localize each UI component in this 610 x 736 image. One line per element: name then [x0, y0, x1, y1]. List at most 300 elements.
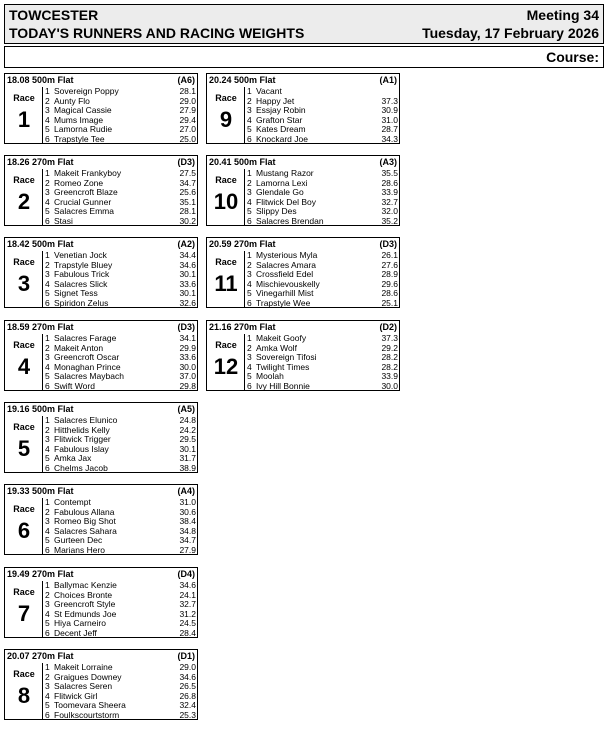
runner-name: Crucial Gunner [54, 196, 112, 207]
runner-weight: 26.5 [179, 681, 196, 692]
trap-number: 2 [247, 342, 252, 353]
runner-name: Signet Tess [54, 288, 98, 299]
runner-row [43, 629, 198, 639]
runner-name: Ballymac Kenzie [54, 580, 117, 590]
trap-number: 2 [45, 589, 50, 600]
runner-name: Mysterious Myla [256, 250, 318, 260]
runner-name: Decent Jeff [54, 627, 97, 638]
trap-number: 1 [45, 86, 50, 96]
runner-weight: 28.6 [381, 288, 398, 299]
runner-weight: 29.2 [381, 342, 398, 353]
trap-number: 3 [247, 105, 252, 116]
race-number: 6 [17, 518, 31, 543]
trap-number: 1 [247, 250, 252, 260]
runner-row [43, 382, 198, 392]
trap-number: 2 [45, 506, 50, 517]
trap-number: 4 [247, 196, 252, 207]
runner-weight: 29.0 [179, 95, 196, 106]
runner-weight: 34.4 [179, 250, 196, 260]
runner-name: Graigues Downey [54, 671, 122, 682]
trap-number: 1 [45, 415, 50, 425]
race-time-distance: 20.07 270m Flat [7, 651, 74, 661]
runner-name: Crossfield Edel [256, 269, 314, 280]
runner-name: Salacres Elunico [54, 415, 118, 425]
race-time-distance: 18.08 500m Flat [7, 75, 74, 85]
runner-weight: 34.7 [179, 535, 196, 546]
runner-weight: 24.5 [179, 618, 196, 629]
runner-weight: 38.4 [179, 516, 196, 527]
runner-name: Hiya Carneiro [54, 618, 106, 629]
race-label: Race [13, 422, 35, 432]
race-grade: (D2) [379, 322, 397, 332]
runner-name: Lamorna Lexi [256, 177, 308, 188]
runner-weight: 28.9 [381, 269, 398, 280]
runner-weight: 28.4 [179, 627, 196, 638]
runner-list [244, 334, 400, 390]
trap-number: 2 [45, 671, 50, 682]
race-grade: (A1) [379, 75, 397, 85]
runner-row [245, 299, 400, 309]
trap-number: 3 [45, 352, 50, 363]
trap-number: 1 [247, 86, 252, 96]
course-bar [4, 46, 604, 68]
race-header [5, 403, 197, 415]
runner-name: Kates Dream [256, 124, 306, 135]
runner-weight: 24.2 [179, 424, 196, 435]
runner-row [43, 135, 198, 145]
runner-name: Happy Jet [256, 95, 295, 106]
race-label: Race [13, 257, 35, 267]
runner-weight: 27.6 [381, 259, 398, 270]
runner-name: Vacant [256, 86, 282, 96]
race-label: Race [215, 175, 237, 185]
runner-name: Essjay Robin [256, 105, 306, 116]
race-time-distance: 18.59 270m Flat [7, 322, 74, 332]
runner-name: Chelms Jacob [54, 462, 108, 473]
trap-number: 3 [45, 681, 50, 692]
race-header [207, 321, 399, 333]
trap-number: 3 [247, 352, 252, 363]
runner-weight: 32.7 [381, 196, 398, 207]
document-subtitle: TODAY'S RUNNERS AND RACING WEIGHTS [9, 25, 305, 41]
runner-row [43, 464, 198, 474]
trap-number: 4 [247, 278, 252, 289]
race-grade: (D3) [379, 239, 397, 249]
race-number: 9 [219, 107, 233, 132]
runner-weight: 24.8 [179, 415, 196, 425]
race-label: Race [13, 340, 35, 350]
runner-name: Twilight Times [256, 361, 310, 372]
runner-weight: 38.9 [179, 462, 196, 473]
race-header [5, 238, 197, 250]
trap-number: 1 [45, 168, 50, 178]
trap-number: 5 [247, 371, 252, 382]
race-time-distance: 18.42 500m Flat [7, 239, 74, 249]
runner-weight: 31.7 [179, 453, 196, 464]
race-header [5, 485, 197, 497]
race-time-distance: 21.16 270m Flat [209, 322, 276, 332]
runner-list [42, 663, 198, 719]
race-number: 1 [17, 107, 31, 132]
runner-list [42, 251, 198, 307]
race-card [206, 73, 400, 144]
trap-number: 1 [45, 662, 50, 672]
runner-name: Ivy Hill Bonnie [256, 380, 310, 391]
runner-weight: 29.5 [179, 434, 196, 445]
trap-number: 6 [247, 215, 252, 226]
trap-number: 4 [45, 196, 50, 207]
runner-weight: 28.6 [381, 177, 398, 188]
trap-number: 4 [45, 608, 50, 619]
race-card [4, 73, 198, 144]
trap-number: 3 [45, 187, 50, 198]
trap-number: 1 [247, 333, 252, 343]
runner-weight: 33.9 [381, 371, 398, 382]
trap-number: 6 [247, 297, 252, 308]
track-title: TOWCESTER [9, 7, 99, 23]
runner-weight: 29.8 [179, 380, 196, 391]
runner-weight: 30.9 [381, 105, 398, 116]
runner-list [42, 581, 198, 637]
runner-weight: 37.0 [179, 371, 196, 382]
runner-name: Amka Wolf [256, 342, 297, 353]
race-label: Race [215, 93, 237, 103]
runner-weight: 25.3 [179, 709, 196, 720]
race-number-panel [7, 87, 41, 141]
runner-list [42, 498, 198, 554]
trap-number: 5 [45, 700, 50, 711]
race-card [4, 402, 198, 473]
trap-number: 6 [247, 380, 252, 391]
runner-weight: 32.6 [179, 297, 196, 308]
race-card [4, 567, 198, 638]
race-grade: (A3) [379, 157, 397, 167]
race-number-panel [7, 416, 41, 470]
race-grade: (D4) [177, 569, 195, 579]
runner-name: Salacres Amara [256, 259, 316, 270]
runner-weight: 35.1 [179, 196, 196, 207]
runner-weight: 25.6 [179, 187, 196, 198]
runner-name: Mustang Razor [256, 168, 314, 178]
runner-weight: 31.0 [381, 114, 398, 125]
runner-name: Amka Jax [54, 453, 92, 464]
trap-number: 5 [45, 453, 50, 464]
trap-number: 3 [45, 434, 50, 445]
runner-weight: 35.2 [381, 215, 398, 226]
trap-number: 6 [45, 380, 50, 391]
race-header [207, 156, 399, 168]
race-card [206, 155, 400, 226]
race-label: Race [13, 504, 35, 514]
runner-row [43, 711, 198, 721]
trap-number: 5 [45, 288, 50, 299]
runner-name: Flitwick Del Boy [256, 196, 316, 207]
runner-name: Vinegarhill Mist [256, 288, 314, 299]
runner-name: Spiridon Zelus [54, 297, 109, 308]
runner-name: Salacres Farage [54, 333, 117, 343]
runner-name: Salacres Slick [54, 278, 108, 289]
runner-name: Makeit Goofy [256, 333, 307, 343]
trap-number: 5 [247, 288, 252, 299]
meeting-number: Meeting 34 [526, 7, 599, 23]
runner-weight: 34.3 [381, 133, 398, 144]
race-number-panel [209, 87, 243, 141]
trap-number: 1 [247, 168, 252, 178]
race-number: 12 [213, 354, 239, 379]
runner-weight: 28.2 [381, 361, 398, 372]
trap-number: 6 [45, 297, 50, 308]
runner-weight: 27.5 [179, 168, 196, 178]
race-time-distance: 20.24 500m Flat [209, 75, 276, 85]
race-card [4, 320, 198, 391]
trap-number: 5 [247, 206, 252, 217]
runner-weight: 34.6 [179, 580, 196, 590]
runner-weight: 30.2 [179, 215, 196, 226]
race-header [207, 74, 399, 86]
runner-name: Knockard Joe [256, 133, 308, 144]
runner-list [244, 87, 400, 143]
trap-number: 5 [247, 124, 252, 135]
runner-name: Foulkscourtstorm [54, 709, 120, 720]
trap-number: 2 [45, 95, 50, 106]
trap-number: 5 [45, 618, 50, 629]
race-grade: (D3) [177, 322, 195, 332]
race-time-distance: 19.33 500m Flat [7, 486, 74, 496]
trap-number: 2 [45, 177, 50, 188]
runner-name: Romeo Zone [54, 177, 104, 188]
runner-name: Flitwick Trigger [54, 434, 111, 445]
trap-number: 1 [45, 580, 50, 590]
runner-name: St Edmunds Joe [54, 608, 117, 619]
trap-number: 1 [45, 250, 50, 260]
runner-weight: 27.9 [179, 544, 196, 555]
runner-weight: 33.6 [179, 278, 196, 289]
race-grade: (A5) [177, 404, 195, 414]
runner-weight: 33.9 [381, 187, 398, 198]
runner-list [42, 87, 198, 143]
runner-name: Hitthelids Kelly [54, 424, 110, 435]
trap-number: 2 [247, 95, 252, 106]
race-card [4, 155, 198, 226]
race-grade: (D3) [177, 157, 195, 167]
race-grade: (A2) [177, 239, 195, 249]
runner-weight: 33.6 [179, 352, 196, 363]
runner-weight: 29.9 [179, 342, 196, 353]
race-number: 10 [213, 189, 239, 214]
runner-weight: 34.7 [179, 177, 196, 188]
runner-name: Makeit Frankyboy [54, 168, 122, 178]
runner-name: Stasi [54, 215, 73, 226]
trap-number: 3 [45, 269, 50, 280]
trap-number: 4 [45, 361, 50, 372]
runner-row [245, 217, 400, 227]
race-header [5, 321, 197, 333]
trap-number: 3 [247, 187, 252, 198]
race-header [5, 156, 197, 168]
race-number-panel [7, 251, 41, 305]
runner-weight: 32.4 [179, 700, 196, 711]
trap-number: 6 [45, 215, 50, 226]
trap-number: 2 [45, 342, 50, 353]
race-label: Race [13, 93, 35, 103]
runner-name: Greencroft Style [54, 599, 116, 610]
race-number-panel [7, 334, 41, 388]
trap-number: 6 [45, 709, 50, 720]
race-label: Race [13, 669, 35, 679]
trap-number: 6 [45, 462, 50, 473]
runner-weight: 28.2 [381, 352, 398, 363]
runner-name: Choices Bronte [54, 589, 113, 600]
race-time-distance: 20.41 500m Flat [209, 157, 276, 167]
race-header [5, 650, 197, 662]
runner-weight: 34.8 [179, 525, 196, 536]
race-header [5, 568, 197, 580]
runner-name: Moolah [256, 371, 284, 382]
runner-name: Fabulous Trick [54, 269, 110, 280]
runner-weight: 28.1 [179, 206, 196, 217]
runner-name: Aunty Flo [54, 95, 90, 106]
runner-weight: 25.1 [381, 297, 398, 308]
runner-name: Trapstyle Tee [54, 133, 105, 144]
runner-weight: 29.6 [381, 278, 398, 289]
runner-name: Monaghan Prince [54, 361, 121, 372]
race-card [206, 237, 400, 308]
runner-name: Trapstyle Bluey [54, 259, 113, 270]
race-header [5, 74, 197, 86]
race-time-distance: 20.59 270m Flat [209, 239, 276, 249]
runner-weight: 30.1 [179, 288, 196, 299]
trap-number: 5 [45, 124, 50, 135]
runner-weight: 30.1 [179, 269, 196, 280]
runner-list [42, 416, 198, 472]
runner-name: Magical Cassie [54, 105, 112, 116]
runner-weight: 30.0 [381, 380, 398, 391]
race-time-distance: 19.49 270m Flat [7, 569, 74, 579]
runner-name: Contempt [54, 497, 91, 507]
trap-number: 6 [45, 627, 50, 638]
header-banner [4, 4, 604, 44]
race-time-distance: 18.26 270m Flat [7, 157, 74, 167]
race-card [4, 649, 198, 720]
trap-number: 5 [45, 206, 50, 217]
runner-name: Flitwick Girl [54, 690, 98, 701]
course-label: Course: [546, 49, 599, 65]
runner-row [245, 135, 400, 145]
runner-weight: 34.6 [179, 671, 196, 682]
runner-weight: 37.3 [381, 333, 398, 343]
runner-weight: 34.1 [179, 333, 196, 343]
trap-number: 5 [45, 535, 50, 546]
runner-name: Sovereign Poppy [54, 86, 119, 96]
runner-weight: 26.8 [179, 690, 196, 701]
race-number-panel [7, 663, 41, 717]
trap-number: 4 [45, 690, 50, 701]
race-number: 5 [17, 436, 31, 461]
runner-name: Marians Hero [54, 544, 106, 555]
trap-number: 6 [45, 544, 50, 555]
race-number: 3 [17, 271, 31, 296]
trap-number: 2 [45, 259, 50, 270]
race-number-panel [209, 251, 243, 305]
runner-weight: 30.6 [179, 506, 196, 517]
runner-weight: 27.0 [179, 124, 196, 135]
race-number: 2 [17, 189, 31, 214]
race-card [4, 237, 198, 308]
trap-number: 4 [45, 443, 50, 454]
runner-weight: 25.0 [179, 133, 196, 144]
runner-weight: 30.1 [179, 443, 196, 454]
runner-weight: 24.1 [179, 589, 196, 600]
runner-name: Salacres Maybach [54, 371, 124, 382]
runner-weight: 29.4 [179, 114, 196, 125]
runner-weight: 28.7 [381, 124, 398, 135]
runner-name: Fabulous Islay [54, 443, 109, 454]
runner-row [245, 382, 400, 392]
trap-number: 2 [45, 424, 50, 435]
race-card [4, 484, 198, 555]
trap-number: 3 [45, 105, 50, 116]
race-number: 7 [17, 601, 31, 626]
runner-name: Slippy Des [256, 206, 297, 217]
runner-name: Trapstyle Wee [256, 297, 311, 308]
runner-weight: 29.0 [179, 662, 196, 672]
meeting-header [4, 4, 604, 68]
runner-weight: 35.5 [381, 168, 398, 178]
trap-number: 3 [45, 516, 50, 527]
runner-weight: 32.0 [381, 206, 398, 217]
runner-name: Fabulous Allana [54, 506, 115, 517]
runner-weight: 27.9 [179, 105, 196, 116]
runner-name: Lamorna Rudie [54, 124, 113, 135]
trap-number: 4 [247, 361, 252, 372]
runner-name: Makeit Lorraine [54, 662, 113, 672]
runner-weight: 31.2 [179, 608, 196, 619]
race-card [206, 320, 400, 391]
runner-weight: 37.3 [381, 95, 398, 106]
runner-name: Mischievouskelly [256, 278, 320, 289]
trap-number: 2 [247, 259, 252, 270]
race-number-panel [7, 581, 41, 635]
race-number: 11 [214, 271, 238, 296]
trap-number: 4 [45, 114, 50, 125]
runner-name: Swift Word [54, 380, 95, 391]
runner-name: Mums Image [54, 114, 104, 125]
trap-number: 4 [45, 278, 50, 289]
trap-number: 2 [247, 177, 252, 188]
trap-number: 6 [247, 133, 252, 144]
trap-number: 5 [45, 371, 50, 382]
runner-name: Romeo Big Shot [54, 516, 116, 527]
race-label: Race [13, 587, 35, 597]
trap-number: 1 [45, 497, 50, 507]
runner-weight: 32.7 [179, 599, 196, 610]
trap-number: 4 [45, 525, 50, 536]
race-number: 4 [17, 354, 31, 379]
runner-list [244, 169, 400, 225]
trap-number: 3 [45, 599, 50, 610]
runner-list [42, 334, 198, 390]
race-label: Race [215, 257, 237, 267]
runner-name: Glendale Go [256, 187, 304, 198]
race-label: Race [13, 175, 35, 185]
race-label: Race [215, 340, 237, 350]
runner-row [43, 546, 198, 556]
race-number-panel [209, 169, 243, 223]
runner-name: Venetian Jock [54, 250, 107, 260]
runner-name: Sovereign Tifosi [256, 352, 317, 363]
runner-name: Gurteen Dec [54, 535, 103, 546]
runner-list [42, 169, 198, 225]
